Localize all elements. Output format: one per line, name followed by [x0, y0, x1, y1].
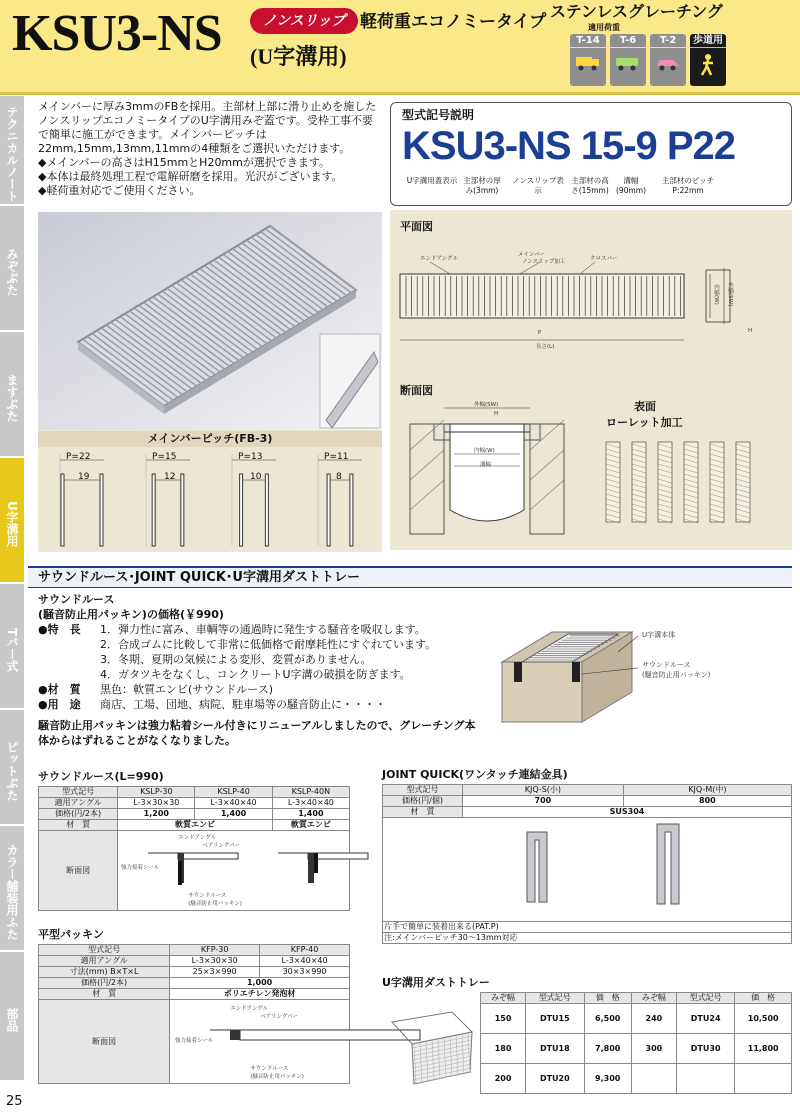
- grating-illustration: [38, 212, 382, 430]
- table-cell: L-3×30×30: [170, 956, 260, 967]
- side-nav-item[interactable]: U字溝用: [0, 458, 24, 584]
- table-cell: SUS304: [463, 807, 792, 818]
- row-head: 断面図: [39, 1000, 170, 1084]
- pedestrian-icon: [695, 68, 721, 79]
- jq-note: 片手で簡単に装着出来る(PAT.P): [383, 922, 792, 933]
- model-cell: KSLP-30: [118, 787, 195, 798]
- dust-cell: DTU20: [526, 1064, 584, 1094]
- img-label: (騒音防止用パッキン): [642, 671, 711, 679]
- img-label: サウンドルース: [642, 661, 691, 669]
- feature-line: 2．合成ゴムに比較して非常に低価格で耐摩耗性にすぐれています。: [100, 638, 437, 651]
- use-label: ●用 途: [38, 698, 81, 711]
- dust-cell: 7,800: [584, 1034, 631, 1064]
- table-cell: 25×3×990: [170, 967, 260, 978]
- draw-label: 強力接着シール: [120, 865, 160, 871]
- code-box-title: 型式記号説明: [402, 108, 475, 122]
- dust-cell: [735, 1064, 792, 1094]
- load-badge: [690, 34, 726, 86]
- gap-label: 19: [78, 472, 90, 482]
- draw-label: エンドアングル: [230, 1006, 269, 1012]
- category-title: ステンレスグレーチング: [550, 2, 723, 21]
- side-nav: [0, 96, 24, 1096]
- soundloose-table: [38, 768, 350, 911]
- section-label: 内幅(W): [474, 448, 495, 454]
- load-badge-label: T-14: [570, 34, 606, 48]
- code-part: 溝幅(90mm): [616, 176, 647, 195]
- dust-cell: 150: [481, 1004, 526, 1034]
- side-nav-item[interactable]: Tバー式: [0, 584, 24, 710]
- table-title: JOINT QUICK(ワンタッチ連結金具): [382, 768, 568, 781]
- gap-label: 8: [336, 472, 342, 482]
- row-head: 価格(円/2本): [39, 978, 170, 989]
- surface-subtitle: ローレット加工: [606, 416, 683, 429]
- dust-head: みぞ幅: [481, 993, 526, 1004]
- sr-title: サウンドルース: [38, 593, 115, 606]
- joint-quick-table: [382, 766, 792, 944]
- truck-icon: [575, 64, 601, 75]
- draw-label: ベアリングバー: [260, 1014, 299, 1020]
- model-title: KSU3-NS: [12, 5, 222, 62]
- model-cell: KSLP-40: [195, 787, 272, 798]
- draw-label: (騒音防止用パッキン): [188, 901, 242, 907]
- feature-line: 4．ガタツキをなくし、コンクリートU字溝の破損を防ぎます。: [100, 668, 411, 681]
- table-cell: L-3×40×40: [272, 798, 349, 809]
- plan-label: 外幅(SW): [727, 282, 733, 307]
- side-nav-item[interactable]: カラー舗装用ふた: [0, 826, 24, 952]
- gap-label: 12: [164, 472, 176, 482]
- surface-title: 表面: [634, 400, 656, 413]
- dust-cell: 300: [631, 1034, 676, 1064]
- dust-tray-title: U字溝用ダストトレー: [382, 976, 490, 989]
- table-cell: 1,000: [170, 978, 350, 989]
- table-cell: 800: [623, 796, 791, 807]
- load-badge-label: T-2: [650, 34, 686, 48]
- row-head: 価格(円/2本): [39, 809, 118, 820]
- load-badge-label: T-6: [610, 34, 646, 48]
- gap-label: 10: [250, 472, 262, 482]
- model-code: KSU3-NS 15-9 P22: [402, 124, 736, 168]
- table-head: 型式記号: [39, 945, 170, 956]
- dust-cell: 10,500: [735, 1004, 792, 1034]
- section-label: 外幅(SW): [474, 402, 499, 408]
- draw-label: (騒音防止用パッキン): [250, 1074, 304, 1080]
- draw-label: サウンドルース: [188, 893, 227, 899]
- dust-tray-table: [480, 992, 792, 1094]
- dust-cell: [676, 1064, 734, 1094]
- dust-head: 型式記号: [526, 993, 584, 1004]
- row-head: 適用アングル: [39, 798, 118, 809]
- table-head: 型式記号: [383, 785, 463, 796]
- row-head: 材 質: [39, 989, 170, 1000]
- pitch-label: P=22: [66, 452, 91, 462]
- nonslip-badge: ノンスリップ: [250, 8, 358, 34]
- drawing-panel: [390, 210, 792, 550]
- plan-label: P: [538, 330, 542, 336]
- dust-cell: 180: [481, 1034, 526, 1064]
- draw-label: エンドアングル: [178, 835, 217, 841]
- pitch-item: [138, 450, 198, 550]
- load-badge: [570, 34, 606, 86]
- renewal-note: 騒音防止用パッキンは強力粘着シール付きにリニューアルしましたので、グレーチング本体からはずれることがなくなりました。: [38, 719, 476, 747]
- model-cell: KJQ-M(中): [623, 785, 791, 796]
- table-title: サウンドルース(L=990): [38, 770, 164, 783]
- dust-cell: DTU30: [676, 1034, 734, 1064]
- intro-line: ◆軽荷重対応でご使用ください。: [38, 184, 201, 197]
- table-cell: ポリエチレン発泡材: [170, 989, 350, 1000]
- dust-cell: 240: [631, 1004, 676, 1034]
- soundloose-desc: [38, 592, 488, 748]
- header-rule: [0, 92, 800, 95]
- feature-label: ●特 長: [38, 623, 81, 636]
- row-head: 適用アングル: [39, 956, 170, 967]
- draw-label: ベアリングバー: [202, 843, 241, 849]
- row-head: 材 質: [39, 820, 118, 831]
- plan-label: H: [748, 328, 753, 334]
- row-head: 寸法(mm) B×T×L: [39, 967, 170, 978]
- table-cell: 1,400: [272, 809, 349, 820]
- dust-head: 価 格: [735, 993, 792, 1004]
- dust-head: 型式記号: [676, 993, 734, 1004]
- sr-subtitle: (騒音防止用パッキン)の価格(￥990): [38, 608, 224, 621]
- section-label: 溝幅: [480, 462, 492, 468]
- table-cell: 軟質エンビ: [272, 820, 349, 831]
- dust-tray-illustration: [382, 992, 478, 1088]
- joint-quick-photos: [383, 818, 792, 922]
- pitch-label: P=15: [152, 452, 177, 462]
- dust-cell: DTU15: [526, 1004, 584, 1034]
- intro-line: メインバーに厚み3mmのFBを採用。主部材上部に滑り止めを施したノンスリップエコノミータイプのU字溝用みぞ蓋です。受枠工事不要で簡単に施工ができます。メインバーピッチは22mm,15mm,13mm,11mmの4種類をご選択いただけます。: [38, 100, 377, 155]
- model-cell: KSLP-40N: [272, 787, 349, 798]
- plan-label: エンドアングル: [420, 256, 458, 262]
- plan-label: クロスバー: [590, 256, 618, 262]
- dust-cell: [631, 1064, 676, 1094]
- plan-label: 内幅(W): [713, 284, 719, 305]
- section-drawing-cell: [170, 1000, 350, 1084]
- product-photo: [38, 212, 382, 430]
- code-part: 主部材の厚み(3mm): [463, 176, 501, 195]
- table-cell: 700: [463, 796, 624, 807]
- plan-label: メインバー: [518, 252, 546, 258]
- row-head: 断面図: [39, 831, 118, 911]
- load-badge: [610, 34, 646, 86]
- section-drawing-cell: [118, 831, 350, 911]
- pitch-item: [224, 450, 284, 550]
- table-cell: L-3×40×40: [260, 956, 350, 967]
- dust-head: みぞ幅: [631, 993, 676, 1004]
- material-value: 黒色：軟質エンビ(サウンドルース): [100, 683, 274, 696]
- pitch-item: [52, 450, 112, 550]
- usage-subtitle: (U字溝用): [250, 44, 347, 69]
- dust-cell: DTU24: [676, 1004, 734, 1034]
- code-part: 主部材の高さ(15mm): [571, 176, 609, 195]
- dust-head: 価 格: [584, 993, 631, 1004]
- table-cell: 軟質エンビ: [118, 820, 273, 831]
- section-title: サウンドルース･JOINT QUICK･U字溝用ダストトレー: [38, 570, 360, 585]
- page-number: 25: [6, 1094, 23, 1109]
- intro-text: [38, 100, 382, 198]
- material-label: ●材 質: [38, 683, 81, 696]
- plan-label: 長さ(L): [536, 344, 555, 350]
- pitch-label: P=11: [324, 452, 349, 462]
- row-head: 価格(円/個): [383, 796, 463, 807]
- table-title: 平型パッキン: [38, 928, 104, 941]
- draw-label: サウンドルース: [250, 1066, 289, 1072]
- load-badge-label: 歩道用: [690, 34, 726, 48]
- side-nav-item[interactable]: ピットぶた: [0, 710, 24, 826]
- table-cell: 1,400: [195, 809, 272, 820]
- side-nav-item[interactable]: ますぶた: [0, 332, 24, 458]
- dust-cell: 11,800: [735, 1034, 792, 1064]
- row-head: 材 質: [383, 807, 463, 818]
- model-cell: KFP-30: [170, 945, 260, 956]
- dust-cell: 200: [481, 1064, 526, 1094]
- table-cell: 30×3×990: [260, 967, 350, 978]
- load-label: 適用荷重: [588, 23, 620, 32]
- flat-packing-table: [38, 926, 350, 1084]
- side-nav-item[interactable]: みぞぶた: [0, 206, 24, 332]
- code-part: 主部材のピッチP:22mm: [661, 176, 715, 195]
- side-nav-item[interactable]: テクニカルノート: [0, 96, 24, 206]
- code-part: ノンスリップ表示: [512, 176, 564, 195]
- load-badge: [650, 34, 686, 86]
- code-part: U字溝用蓋表示: [406, 176, 458, 185]
- section-label: H: [494, 411, 499, 417]
- use-value: 商店、工場、団地、病院、駐車場等の騒音防止に・・・・: [100, 698, 386, 711]
- dust-cell: 6,500: [584, 1004, 631, 1034]
- feature-line: 1．弾力性に富み、車輌等の通過時に発生する騒音を吸収します。: [100, 623, 426, 636]
- plan-title: 平面図: [400, 220, 433, 233]
- side-nav-item[interactable]: 部品: [0, 952, 24, 1082]
- model-cell: KFP-40: [260, 945, 350, 956]
- pitch-panel-title: メインバーピッチ(FB-3): [38, 431, 382, 447]
- draw-label: 強力接着シール: [175, 1038, 214, 1044]
- intro-line: ◆メインバーの高さはH15mmとH20mmが選択できます。: [38, 156, 330, 169]
- pitch-label: P=13: [238, 452, 263, 462]
- table-cell: 1,200: [118, 809, 195, 820]
- model-cell: KJQ-S(小): [463, 785, 624, 796]
- table-head: 型式記号: [39, 787, 118, 798]
- jq-note: 注:メインバーピッチ30～13mm対応: [383, 933, 792, 944]
- soundloose-illustration: [492, 622, 792, 732]
- dust-cell: DTU18: [526, 1034, 584, 1064]
- intro-line: ◆本体は最終処理工程で電解研磨を採用。光沢がございます。: [38, 170, 343, 183]
- section-title: 断面図: [400, 384, 433, 397]
- dust-cell: 9,300: [584, 1064, 631, 1094]
- subtype-title: 軽荷重エコノミータイプ: [360, 12, 547, 32]
- table-cell: L-3×30×30: [118, 798, 195, 809]
- car-icon: [655, 64, 681, 75]
- pitch-item: [310, 450, 370, 550]
- van-icon: [615, 64, 641, 75]
- table-cell: L-3×40×40: [195, 798, 272, 809]
- feature-line: 3．冬期、夏期の気候による変形、変質がありません。: [100, 653, 372, 666]
- plan-label: ノンスリップ加工: [522, 259, 566, 265]
- img-label: U字溝本体: [642, 631, 676, 639]
